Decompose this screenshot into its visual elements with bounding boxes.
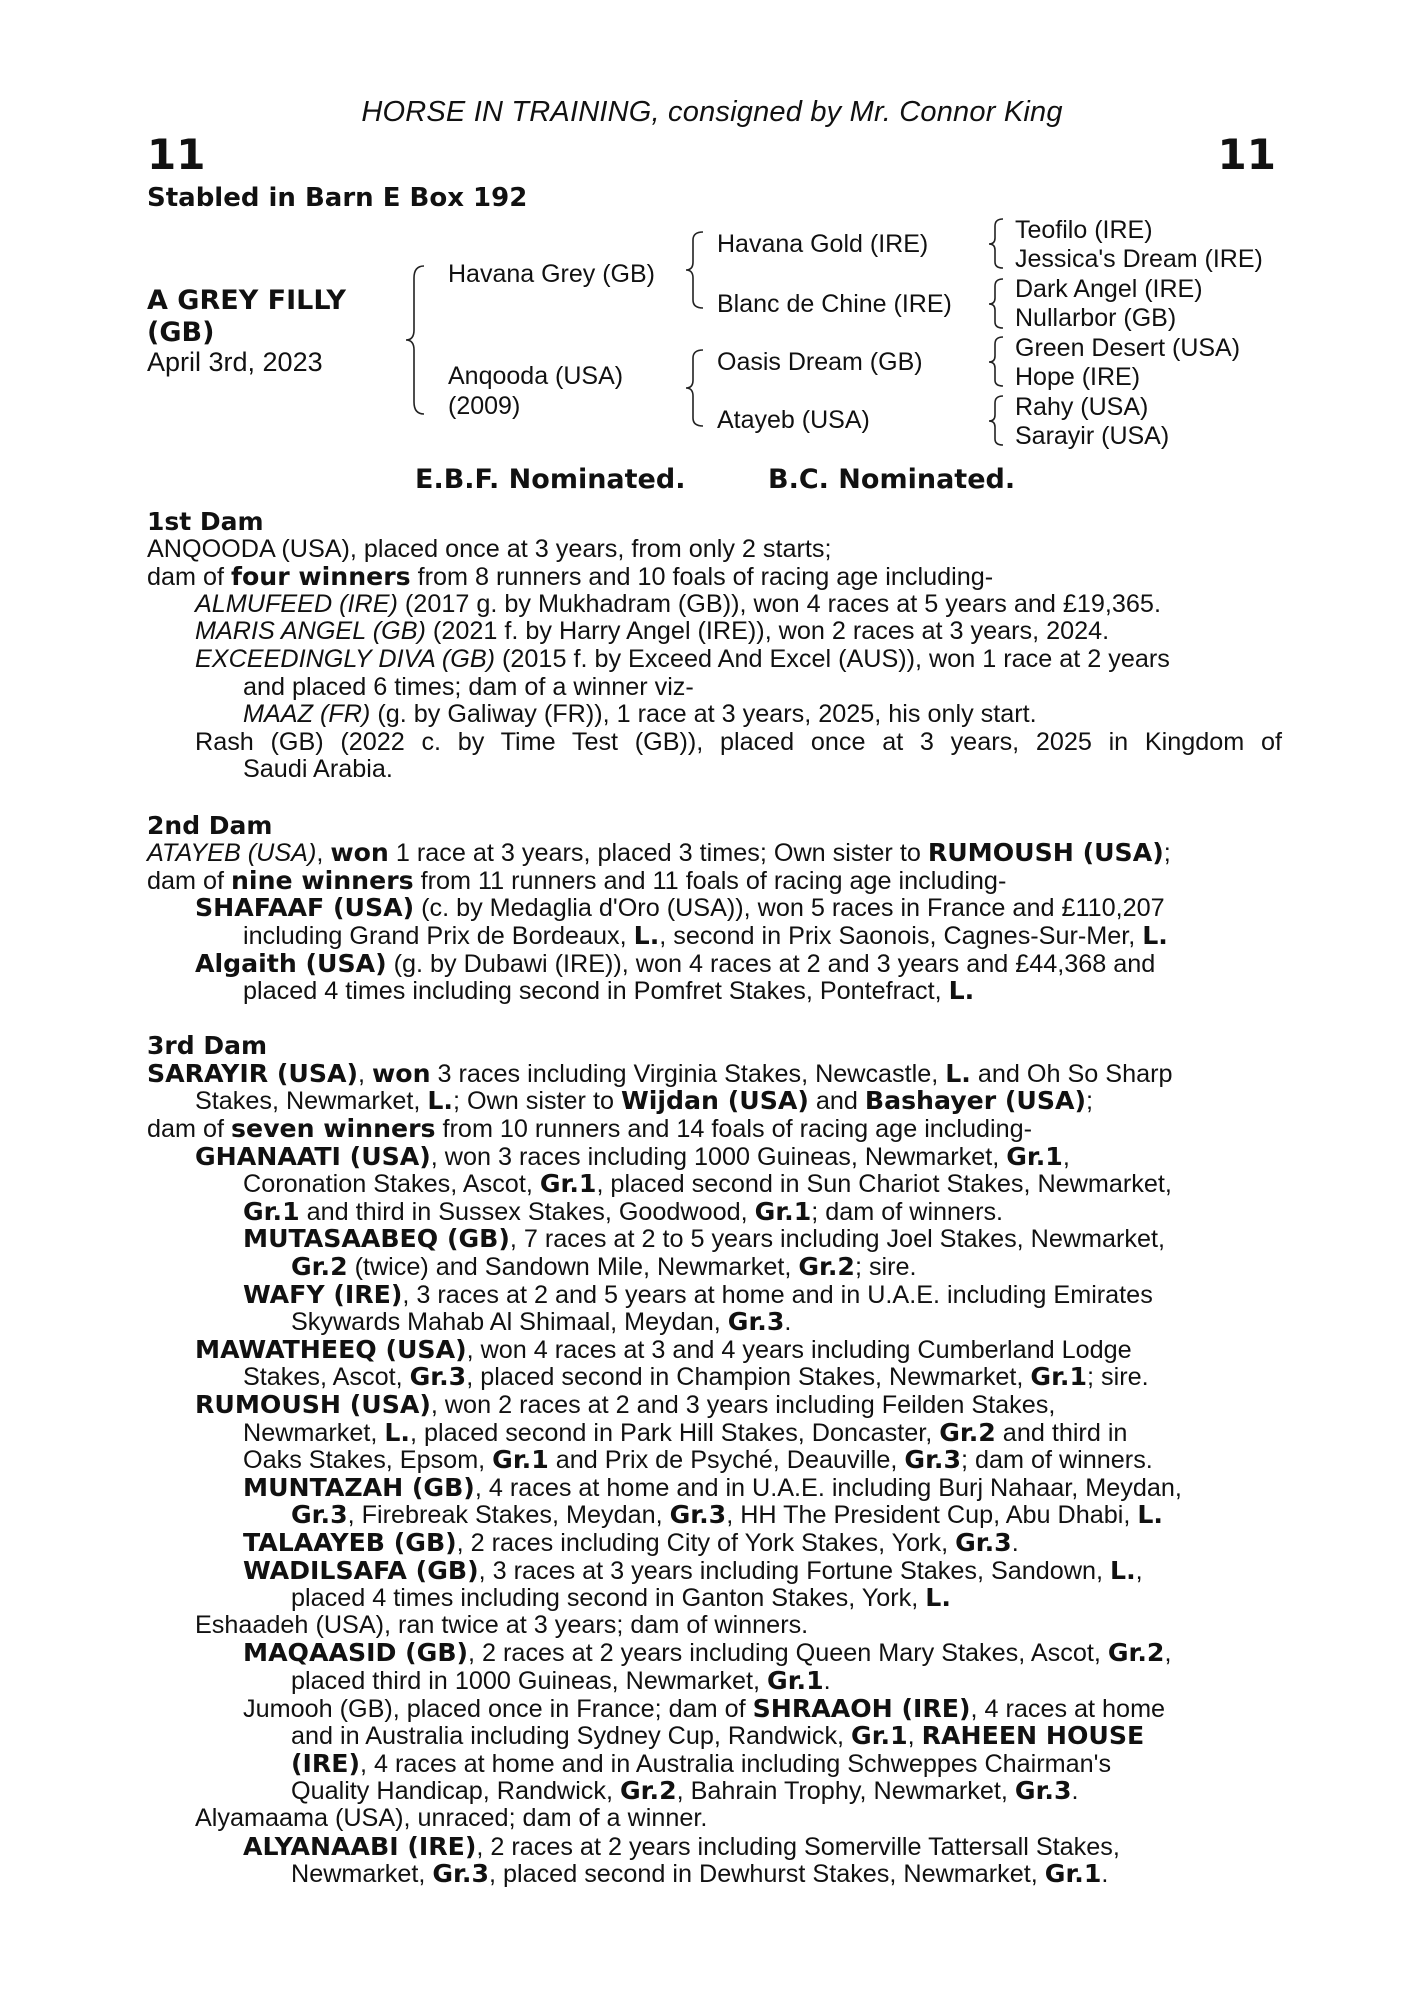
text: , 2 races including City of York Stakes, York, [456, 1528, 956, 1557]
bold-text: Gr.3 [955, 1527, 1012, 1557]
bold-text: Gr.2 [1107, 1638, 1165, 1668]
dam-dam: Atayeb (USA) [717, 406, 870, 434]
dam-year: (2009) [448, 392, 521, 420]
first-dam-produce-summary [147, 563, 1282, 591]
text: , [1164, 1639, 1172, 1668]
bold-text: L. [1110, 1555, 1136, 1585]
ggp-3: Dark Angel (IRE) [1015, 275, 1203, 303]
sale-title: HORSE IN TRAINING, consigned by Mr. Connor King [361, 96, 1063, 128]
text: Newmarket, [243, 1418, 385, 1447]
brace-parents [406, 266, 424, 414]
runner-name: MARIS ANGEL (GB) [195, 617, 426, 646]
third-dam-line [147, 1612, 1282, 1640]
third-dam-entries [147, 1060, 1282, 1888]
text: , [358, 1059, 372, 1088]
text: (2015 f. by Exceed And Excel (AUS)), won 1 race at 2 years [495, 644, 1170, 673]
third-dam-line [147, 1198, 1282, 1226]
bold-text: TALAAYEB (GB) [243, 1527, 457, 1557]
text: , 4 races at home [970, 1694, 1166, 1723]
horse-name-line2: (GB) [147, 317, 215, 348]
text: including Grand Prix de Bordeaux, [243, 921, 634, 950]
bold-text: RAHEEN HOUSE [921, 1721, 1145, 1751]
text: Skywards Mahab Al Shimaal, Meydan, [291, 1308, 728, 1337]
lot-number-left: 11 [147, 130, 206, 179]
text: , 7 races at 2 to 5 years including Joel Stakes, Newmarket, [509, 1225, 1166, 1254]
sire-name: Havana Grey (GB) [448, 260, 656, 288]
text: (g. by Dubawi (IRE)), won 4 races at 2 and 3 years and £44,368 and [386, 949, 1156, 978]
ggp-2: Jessica's Dream (IRE) [1015, 245, 1263, 273]
second-dam-line [147, 839, 1282, 867]
second-dam-heading: 2nd Dam [147, 810, 273, 840]
brace-ggp-3 [989, 337, 1003, 386]
text: placed 4 times including second in Ganton Stakes, York, [291, 1584, 926, 1613]
bold-text: RUMOUSH (USA) [195, 1390, 431, 1419]
text: Stakes, Newmarket, [195, 1087, 428, 1116]
bold-text: WAFY (IRE) [243, 1279, 403, 1309]
third-dam-line [147, 1225, 1282, 1253]
text: , 2 races at 2 years including Queen Mary Stakes, Ascot, [468, 1639, 1108, 1668]
third-dam-line [147, 1501, 1282, 1529]
bold-text: Gr.1 [1006, 1141, 1063, 1171]
bold-text: Gr.2 [291, 1252, 348, 1282]
dam-name: Anqooda (USA) [448, 362, 624, 390]
bold-text: Gr.3 [432, 1859, 489, 1889]
bold-text: Gr.2 [798, 1252, 855, 1282]
text: Jumooh (GB), placed once in France; dam of [243, 1694, 753, 1723]
text: 3 races including Virginia Stakes, Newcastle, [430, 1059, 946, 1088]
third-dam-line [147, 1474, 1282, 1502]
text: , placed second in Park Hill Stakes, Doncaster, [410, 1418, 940, 1447]
bold-text: SHRAAOH (IRE) [752, 1693, 971, 1723]
ggp-6: Hope (IRE) [1015, 363, 1141, 391]
text: . [1101, 1860, 1109, 1889]
text: , Bahrain Trophy, Newmarket, [676, 1777, 1015, 1806]
ggp-8: Sarayir (USA) [1015, 422, 1170, 450]
bold-text: L. [427, 1086, 453, 1116]
produce-entry [147, 618, 1282, 646]
bold-text: L. [925, 1583, 951, 1613]
text: placed third in 1000 Guineas, Newmarket, [291, 1666, 768, 1695]
text: ; [1086, 1087, 1094, 1116]
third-dam-line [147, 1777, 1282, 1805]
bc-nomination: B.C. Nominated. [768, 464, 1016, 495]
third-dam-line [147, 1722, 1282, 1750]
text: . [784, 1308, 792, 1337]
third-dam-line [147, 1750, 1282, 1778]
bold-text: Gr.1 [243, 1196, 300, 1226]
text: (2021 f. by Harry Angel (IRE)), won 2 races at 3 years, 2024. [425, 617, 1110, 646]
brace-dam [686, 350, 703, 426]
bold-text: MUTASAABEQ (GB) [243, 1224, 510, 1254]
text: and in Australia including Sydney Cup, Randwick, [291, 1722, 852, 1751]
dam-name: ATAYEB (USA) [147, 839, 317, 868]
text: placed 4 times including second in Pomfret Stakes, Pontefract, [243, 977, 949, 1006]
text: ; dam of winners. [811, 1197, 1004, 1226]
produce-entry [147, 894, 1282, 922]
text: and [808, 1087, 865, 1116]
third-dam-line [147, 1060, 1282, 1088]
text: 1 race at 3 years, placed 3 times; Own sister to [388, 839, 928, 868]
third-dam-line [147, 1253, 1282, 1281]
runner-name: MAAZ (FR) [243, 700, 371, 729]
third-dam-line [147, 1363, 1282, 1391]
text: dam of [147, 866, 231, 895]
text: , placed second in Champion Stakes, Newmarket, [466, 1363, 1031, 1392]
third-dam-line [147, 1170, 1282, 1198]
winner-count: four winners [231, 562, 411, 592]
race-grade: L. [1142, 920, 1168, 950]
produce-entry-continued: and placed 6 times; dam of a winner viz- [243, 672, 694, 701]
text: and third in Sussex Stakes, Goodwood, [299, 1197, 755, 1226]
third-dam-line [147, 1860, 1282, 1888]
third-dam-line [147, 1529, 1282, 1557]
text: , [907, 1722, 922, 1751]
text: , 3 races at 2 and 5 years at home and in U.A.E. including Emirates [402, 1280, 1153, 1309]
first-dam-heading: 1st Dam [147, 507, 264, 536]
text: (2017 g. by Mukhadram (GB)), won 4 races at 5 years and £19,365. [397, 589, 1161, 618]
race-grade: L. [633, 920, 660, 950]
pedigree-braces [0, 0, 1424, 480]
bold-text: L. [384, 1417, 410, 1447]
stabling-info: Stabled in Barn E Box 192 [147, 183, 528, 213]
bold-text: MUNTAZAH (GB) [243, 1472, 475, 1502]
produce-entry-continued [147, 922, 1282, 950]
bold-text: Gr.1 [492, 1445, 549, 1475]
produce-entry: Rash (GB) (2022 c. by Time Test (GB)), placed once at 3 years, 2025 in Kingdom of [195, 727, 1282, 756]
text: , placed second in Sun Chariot Stakes, Newmarket, [596, 1170, 1172, 1199]
text: ; Own sister to [452, 1087, 621, 1116]
bold-text: Gr.3 [669, 1500, 727, 1530]
text: , 2 races at 2 years including Somerville Tattersall Stakes, [476, 1832, 1120, 1861]
bold-text: SARAYIR (USA) [147, 1058, 358, 1088]
third-dam-line [147, 1695, 1282, 1723]
third-dam-line [147, 1115, 1282, 1143]
text: (g. by Galiway (FR)), 1 race at 3 years, 2025, his only start. [370, 700, 1037, 729]
third-dam-line [147, 1308, 1282, 1336]
text: dam of [147, 1115, 231, 1144]
text: ; [1163, 839, 1171, 868]
won-label: won [330, 838, 389, 868]
winner-count: nine winners [231, 865, 414, 895]
ggp-5: Green Desert (USA) [1015, 334, 1241, 362]
text: from 11 runners and 11 foals of racing age including- [413, 866, 1007, 895]
text: , HH The President Cup, Abu Dhabi, [726, 1501, 1138, 1530]
text: , 4 races at home and in Australia including Schweppes Chairman's [360, 1749, 1112, 1778]
dam-sire: Oasis Dream (GB) [717, 348, 923, 376]
text: ; dam of winners. [961, 1446, 1153, 1475]
text: (c. by Medaglia d'Oro (USA)), won 5 races in France and £110,207 [414, 894, 1165, 923]
third-dam-line [147, 1391, 1282, 1419]
bold-text: won [372, 1058, 431, 1088]
bold-text: Wijdan (USA) [620, 1086, 809, 1116]
produce-entry-continued: Saudi Arabia. [243, 755, 393, 784]
bold-text: Gr.3 [904, 1445, 961, 1475]
text: ; sire. [854, 1253, 917, 1282]
text: . [1071, 1777, 1079, 1806]
text: dam of [147, 563, 231, 592]
text: Newmarket, [291, 1860, 433, 1889]
bold-text: (IRE) [291, 1748, 360, 1778]
ggp-4: Nullarbor (GB) [1015, 304, 1177, 332]
runner-name: EXCEEDINGLY DIVA (GB) [195, 644, 496, 673]
text: Alyamaama (USA), unraced; dam of a winner. [195, 1803, 708, 1832]
text: , placed second in Dewhurst Stakes, Newmarket, [488, 1860, 1045, 1889]
third-dam-line [147, 1639, 1282, 1667]
text: , 3 races at 3 years including Fortune Stakes, Sandown, [478, 1556, 1111, 1585]
bold-text: Bashayer (USA) [864, 1086, 1087, 1116]
produce-entry [147, 646, 1282, 674]
bold-text: WADILSAFA (GB) [243, 1555, 479, 1585]
text: Quality Handicap, Randwick, [291, 1777, 620, 1806]
text: and Prix de Psyché, Deauville, [548, 1446, 905, 1475]
text: (twice) and Sandown Mile, Newmarket, [347, 1253, 799, 1282]
text: . [823, 1666, 831, 1695]
catalogue-body [147, 508, 1282, 1888]
bold-text: Gr.1 [1044, 1859, 1102, 1889]
text: , won 3 races including 1000 Guineas, Newmarket, [430, 1142, 1007, 1171]
third-dam-line [147, 1419, 1282, 1447]
bold-text: L. [945, 1058, 971, 1088]
runner-name: ALMUFEED (IRE) [195, 589, 398, 618]
text: . [1011, 1528, 1019, 1557]
third-dam-line [147, 1584, 1282, 1612]
bold-text: GHANAATI (USA) [195, 1141, 431, 1171]
race-grade: L. [948, 976, 975, 1006]
text: , [1135, 1556, 1143, 1585]
text: Eshaadeh (USA), ran twice at 3 years; dam of winners. [195, 1610, 809, 1639]
text: from 8 runners and 10 foals of racing age including- [410, 563, 994, 592]
text: ; sire. [1087, 1363, 1149, 1392]
text: , won 4 races at 3 and 4 years including Cumberland Lodge [466, 1335, 1132, 1364]
third-dam-line [147, 1667, 1282, 1695]
produce-entry [147, 591, 1282, 619]
produce-entry [147, 950, 1282, 978]
lot-number-right: 11 [1217, 130, 1276, 179]
third-dam-line [147, 1336, 1282, 1364]
bold-text: Gr.1 [539, 1169, 597, 1199]
bold-text: L. [1137, 1500, 1163, 1530]
sire-sire: Havana Gold (IRE) [717, 230, 929, 258]
third-dam-heading: 3rd Dam [147, 1031, 267, 1061]
text: Stakes, Ascot, [243, 1363, 410, 1392]
text: Oaks Stakes, Epsom, [243, 1446, 493, 1475]
horse-name-line1: A GREY FILLY [147, 285, 346, 316]
bold-text: Gr.1 [767, 1665, 824, 1695]
text: and Oh So Sharp [970, 1059, 1173, 1088]
bold-text: MAWATHEEQ (USA) [195, 1334, 467, 1364]
bold-text: seven winners [231, 1114, 436, 1144]
text: , second in Prix Saonois, Cagnes-Sur-Mer, [659, 921, 1143, 950]
produce-entry-continued [147, 977, 1282, 1005]
bold-text: Gr.1 [851, 1721, 908, 1751]
text: , 4 races at home and in U.A.E. including Burj Nahaar, Meydan, [474, 1473, 1182, 1502]
bold-text: MAQAASID (GB) [243, 1638, 469, 1668]
text: , Firebreak Stakes, Meydan, [347, 1501, 670, 1530]
bold-text: Gr.3 [409, 1362, 467, 1392]
third-dam-line [147, 1557, 1282, 1585]
bold-text: Gr.3 [291, 1500, 348, 1530]
ggp-7: Rahy (USA) [1015, 393, 1149, 421]
text: and third in [995, 1418, 1128, 1447]
second-dam-produce-summary [147, 867, 1282, 895]
text: , won 2 races at 2 and 3 years including Feilden Stakes, [430, 1391, 1056, 1419]
bold-text: Gr.1 [1030, 1362, 1088, 1392]
bold-text: Gr.2 [939, 1417, 996, 1447]
third-dam-line [147, 1281, 1282, 1309]
ggp-1: Teofilo (IRE) [1015, 216, 1153, 244]
produce-entry [147, 701, 1282, 729]
third-dam-line [147, 1143, 1282, 1171]
runner-name: SHAFAAF (USA) [195, 893, 415, 923]
text: , [1062, 1142, 1070, 1171]
bold-text: ALYANAABI (IRE) [243, 1831, 477, 1861]
brace-ggp-1 [989, 219, 1003, 268]
text: , [316, 839, 331, 868]
brace-sire [686, 232, 703, 308]
bold-text: Gr.3 [727, 1307, 785, 1337]
bold-text: Gr.3 [1014, 1776, 1072, 1806]
sibling-name: RUMOUSH (USA) [927, 838, 1164, 868]
third-dam-line [147, 1805, 1282, 1833]
bold-text: Gr.2 [620, 1776, 677, 1806]
sire-dam: Blanc de Chine (IRE) [717, 290, 952, 318]
text: Coronation Stakes, Ascot, [243, 1170, 540, 1199]
brace-ggp-2 [989, 279, 1003, 328]
ebf-nomination: E.B.F. Nominated. [415, 464, 686, 495]
bold-text: Gr.1 [754, 1196, 812, 1226]
foaling-date: April 3rd, 2023 [147, 347, 323, 377]
third-dam-line [147, 1446, 1282, 1474]
text: from 10 runners and 14 foals of racing age including- [435, 1115, 1033, 1144]
third-dam-line [147, 1087, 1282, 1115]
first-dam-line: ANQOODA (USA), placed once at 3 years, from only 2 starts; [147, 534, 832, 563]
brace-ggp-4 [989, 396, 1003, 445]
third-dam-line [147, 1833, 1282, 1861]
runner-name: Algaith (USA) [195, 948, 387, 978]
